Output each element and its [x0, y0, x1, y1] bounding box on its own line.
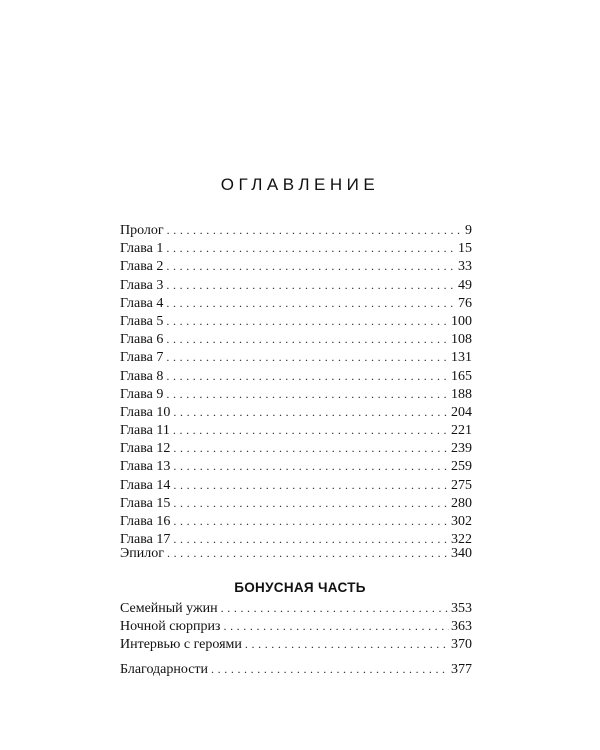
toc-entry-label: Ночной сюрприз — [120, 619, 221, 635]
toc-row[interactable] — [120, 330, 472, 348]
toc-entry-label: Глава 17 — [120, 532, 171, 548]
dot-leader — [166, 385, 449, 403]
toc-entry-label: Глава 6 — [120, 332, 164, 348]
toc-entry-label: Глава 13 — [120, 459, 171, 475]
toc-entry-label: Глава 8 — [120, 368, 164, 384]
toc-entry-label: Глава 12 — [120, 441, 171, 457]
toc-page-number: 100 — [451, 313, 472, 329]
toc-entry-label: Глава 10 — [120, 404, 171, 420]
toc-entry-label: Глава 1 — [120, 241, 164, 257]
toc-page-number: 204 — [451, 404, 472, 420]
toc-page-number: 188 — [451, 386, 472, 402]
dot-leader — [173, 403, 449, 421]
toc-row[interactable] — [120, 276, 472, 294]
dot-leader — [166, 330, 449, 348]
toc-page-number: 280 — [451, 495, 472, 511]
dot-leader — [167, 221, 463, 239]
toc-row[interactable] — [120, 312, 472, 330]
toc-row[interactable] — [120, 439, 472, 457]
dot-leader — [173, 512, 449, 530]
toc-row[interactable] — [120, 457, 472, 475]
toc-entry-label: Эпилог — [120, 546, 164, 561]
toc-row-epilogue[interactable] — [120, 544, 472, 562]
toc-entry-label: Глава 14 — [120, 477, 171, 493]
dot-leader — [166, 276, 456, 294]
toc-main-list — [120, 221, 472, 548]
toc-page-number: 239 — [451, 441, 472, 457]
dot-leader — [223, 617, 449, 635]
toc-page-number: 340 — [451, 546, 472, 561]
toc-entry-label: Глава 2 — [120, 259, 164, 275]
dot-leader — [173, 421, 449, 439]
dot-leader — [173, 457, 449, 475]
dot-leader — [173, 439, 449, 457]
toc-page-number: 259 — [451, 459, 472, 475]
dot-leader — [166, 239, 456, 257]
toc-entry-label: Семейный ужин — [120, 601, 218, 616]
toc-page-number: 275 — [451, 477, 472, 493]
toc-row[interactable] — [120, 257, 472, 275]
toc-epilogue — [120, 544, 472, 562]
toc-entry-label: Глава 3 — [120, 277, 164, 293]
toc-row[interactable] — [120, 403, 472, 421]
toc-row[interactable] — [120, 221, 472, 239]
toc-row[interactable] — [120, 294, 472, 312]
toc-row[interactable] — [120, 599, 472, 617]
dot-leader — [166, 348, 449, 366]
dot-leader — [173, 476, 449, 494]
dot-leader — [167, 544, 449, 562]
toc-entry-label: Пролог — [120, 223, 164, 238]
toc-entry-label: Глава 4 — [120, 295, 164, 311]
toc-entry-label: Глава 11 — [120, 423, 170, 439]
page-title: ОГЛАВЛЕНИЕ — [220, 175, 380, 194]
toc-page-number: 165 — [451, 368, 472, 384]
toc-page-number: 131 — [451, 350, 472, 366]
toc-row[interactable] — [120, 385, 472, 403]
toc-entry-label: Интервью с героями — [120, 637, 242, 653]
dot-leader — [166, 312, 449, 330]
dot-leader — [166, 367, 449, 385]
toc-row-acknowledgements[interactable] — [120, 660, 472, 678]
toc-row[interactable] — [120, 494, 472, 512]
toc-row[interactable] — [120, 367, 472, 385]
toc-bonus-list — [120, 599, 472, 654]
toc-page-number: 322 — [451, 532, 472, 548]
toc-row[interactable] — [120, 617, 472, 635]
toc-page-number: 33 — [458, 259, 472, 275]
toc-page-number: 221 — [451, 423, 472, 439]
dot-leader — [245, 635, 449, 653]
toc-page-number: 9 — [465, 223, 472, 238]
toc-entry-label: Глава 15 — [120, 495, 171, 511]
toc-acknowledgements — [120, 660, 472, 678]
toc-page-number: 363 — [451, 619, 472, 635]
dot-leader — [166, 294, 456, 312]
toc-row[interactable] — [120, 512, 472, 530]
toc-page-number: 49 — [458, 277, 472, 293]
toc-page-number: 76 — [458, 295, 472, 311]
toc-row[interactable] — [120, 635, 472, 653]
toc-row[interactable] — [120, 239, 472, 257]
toc-row[interactable] — [120, 476, 472, 494]
toc-page-number: 302 — [451, 514, 472, 529]
toc-page-number: 377 — [451, 662, 472, 677]
toc-page-number: 370 — [451, 637, 472, 653]
toc-page-number: 15 — [458, 241, 472, 257]
dot-leader — [173, 494, 449, 512]
toc-entry-label: Глава 7 — [120, 350, 164, 366]
toc-row[interactable] — [120, 348, 472, 366]
dot-leader — [221, 599, 449, 617]
toc-entry-label: Благодарности — [120, 662, 209, 677]
toc-page-number: 108 — [451, 332, 472, 348]
toc-entry-label: Глава 9 — [120, 386, 164, 402]
dot-leader — [166, 257, 456, 275]
toc-page-number: 353 — [451, 601, 472, 616]
toc-row[interactable] — [120, 421, 472, 439]
bonus-section-heading: БОНУСНАЯ ЧАСТЬ — [234, 580, 366, 595]
dot-leader — [211, 660, 449, 678]
toc-entry-label: Глава 16 — [120, 514, 171, 529]
toc-entry-label: Глава 5 — [120, 313, 164, 329]
